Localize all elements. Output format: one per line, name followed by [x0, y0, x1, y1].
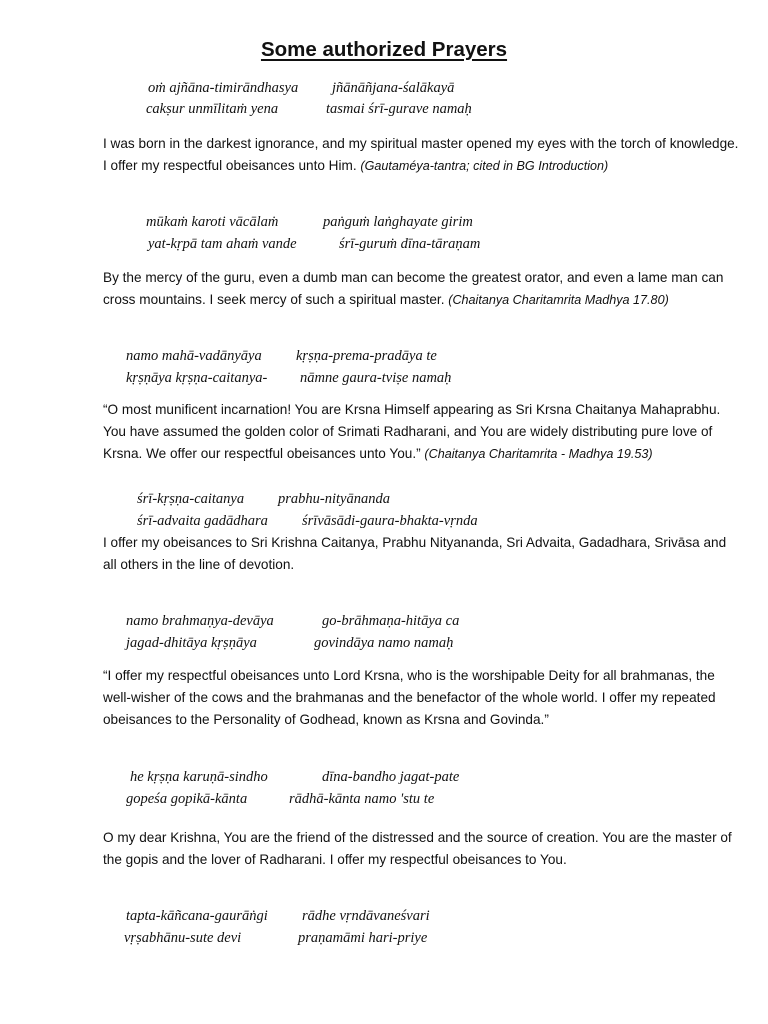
verse-line: namo mahā-vadānyāya [126, 348, 262, 364]
translation-paragraph [103, 133, 743, 177]
verse-line: dīna-bandho jagat-pate [322, 769, 460, 785]
verse-line: śrīvāsādi-gaura-bhakta-vṛnda [302, 513, 478, 529]
translation-text: I offer my obeisances to Sri Krishna Caitanya, Prabhu Nityananda, Sri Advaita, Gadadhara, Srivāsa and all others in the line of devotion. [103, 535, 727, 572]
verse-line: tapta-kāñcana-gaurāṅgi [126, 908, 268, 924]
verse-line: go-brāhmaṇa-hitāya ca [322, 613, 460, 629]
verse-line: oṁ ajñāna-timirāndhasya [148, 80, 299, 96]
verse-line: gopeśa gopikā-kānta [126, 791, 248, 807]
translation-text: “I offer my respectful obeisances unto Lord Krsna, who is the worshipable Deity for all brahmanas, the well-wisher of the cows and the brahmanas and the benefactor of the whole world. I offer my repeated obeisances to the Personality of Godhead, known as Krsna and Govinda.” [103, 668, 716, 727]
verse-line: kṛṣṇāya kṛṣṇa-caitanya- [126, 370, 268, 386]
translation-text: O my dear Krishna, You are the friend of the distressed and the source of creation. You are the master of the gopis and the lover of Radharani. I offer my respectful obeisances to You. [103, 830, 732, 867]
translation-paragraph [103, 399, 743, 465]
verse-line: śrī-guruṁ dīna-tāraṇam [339, 236, 481, 252]
citation: (Chaitanya Charitamrita Madhya 17.80) [448, 293, 669, 307]
verse-line: rādhā-kānta namo 'stu te [289, 791, 435, 807]
verse-line: tasmai śrī-gurave namaḥ [326, 101, 472, 117]
translation-paragraph [103, 827, 743, 871]
citation: (Chaitanya Charitamrita - Madhya 19.53) [424, 447, 653, 461]
verse-line: cakṣur unmīlitaṁ yena [146, 101, 279, 117]
verse-line: yat-kṛpā tam ahaṁ vande [148, 236, 297, 252]
page-title: Some authorized Prayers [260, 38, 508, 61]
translation-paragraph [103, 665, 743, 731]
verse-line: prabhu-nityānanda [278, 491, 390, 507]
verse-line: nāmne gaura-tviṣe namaḥ [300, 370, 452, 386]
verse-line: namo brahmaṇya-devāya [126, 613, 274, 629]
verse-line: mūkaṁ karoti vācālaṁ [146, 214, 279, 230]
translation-paragraph [103, 532, 743, 576]
verse-line: rādhe vṛndāvaneśvari [302, 908, 430, 924]
translation-text: “O most munificent incarnation! You are Krsna Himself appearing as Sri Krsna Chaitanya Mahaprabhu. You have assumed the golden color of Srimati Radharani, and You are widely distributing pure love of Krsna. We offer our respectful obeisances unto You.” [103, 402, 721, 461]
verse-line: śrī-kṛṣṇa-caitanya [137, 491, 245, 507]
translation-text: I was born in the darkest ignorance, and my spiritual master opened my eyes with the torch of knowledge. I offer my respectful obeisances unto Him. [103, 136, 739, 173]
verse-line: praṇamāmi hari-priye [298, 930, 428, 946]
translation-text: By the mercy of the guru, even a dumb man can become the greatest orator, and even a lame man can cross mountains. I seek mercy of such a spiritual master. [103, 270, 724, 307]
verse-line: vṛṣabhānu-sute devi [124, 930, 242, 946]
verse-line: jagad-dhitāya kṛṣṇāya [126, 635, 257, 651]
verse-line: kṛṣṇa-prema-pradāya te [296, 348, 437, 364]
verse-line: paṅguṁ laṅghayate girim [323, 214, 473, 230]
verse-line: śrī-advaita gadādhara [137, 513, 268, 529]
verse-line: govindāya namo namaḥ [314, 635, 454, 651]
citation: (Gautaméya-tantra; cited in BG Introduction) [360, 159, 609, 173]
translation-paragraph [103, 267, 743, 311]
verse-line: he kṛṣṇa karuṇā-sindho [130, 769, 268, 785]
verse-line: jñānāñjana-śalākayā [332, 80, 455, 96]
